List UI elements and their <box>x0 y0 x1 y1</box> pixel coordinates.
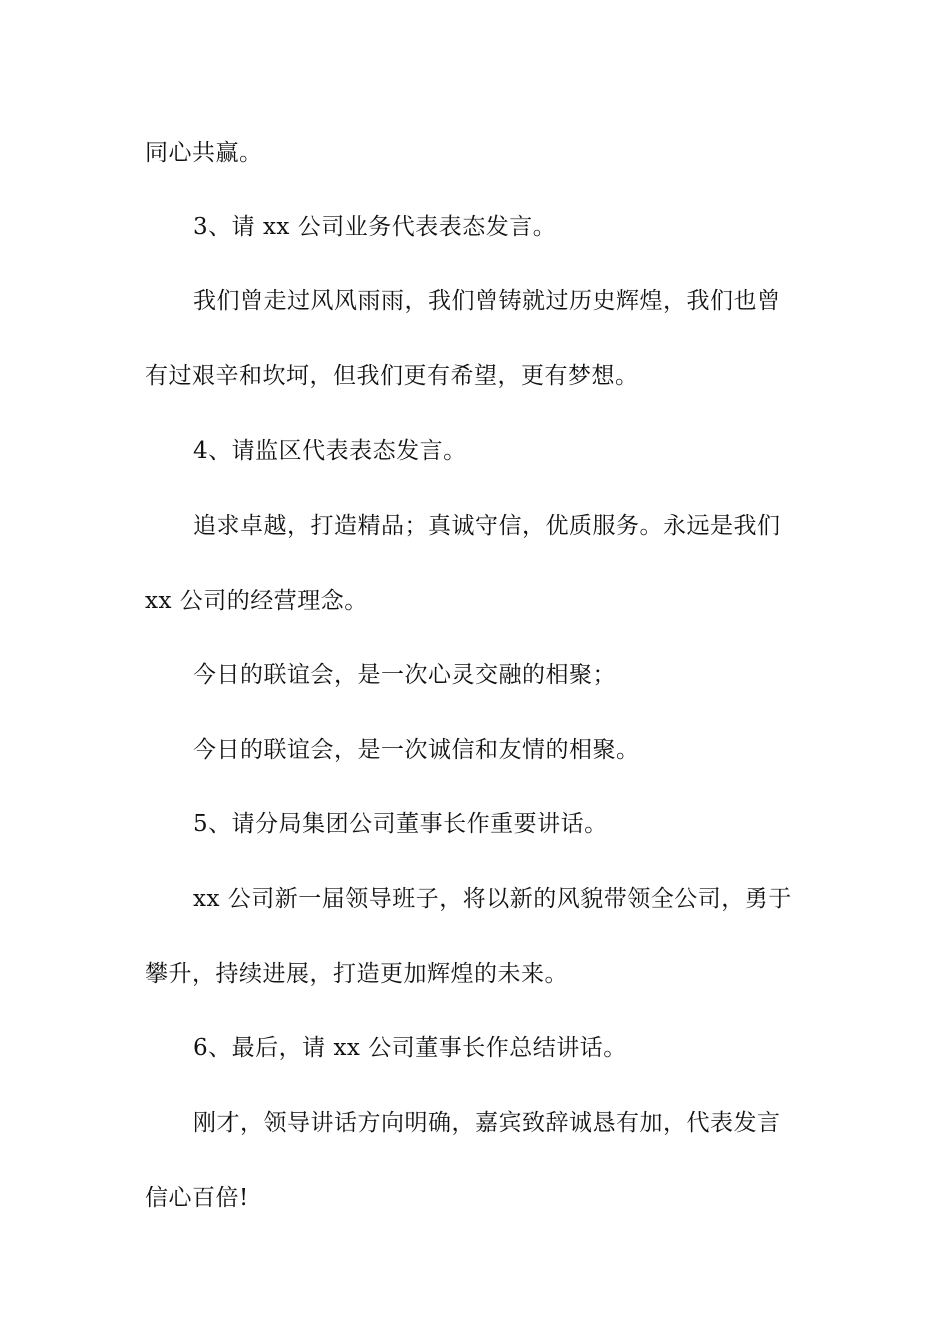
paragraph-line: 信心百倍! <box>145 1185 249 1211</box>
paragraph-line: 今日的联谊会，是一次诚信和友情的相聚。 <box>193 737 640 763</box>
paragraph-line: 我们曾走过风风雨雨，我们曾铸就过历史辉煌，我们也曾 <box>193 288 781 314</box>
agenda-item-6: 6、最后，请 xx 公司董事长作总结讲话。 <box>193 1035 627 1061</box>
paragraph-line: 刚才，领导讲话方向明确，嘉宾致辞诚恳有加，代表发言 <box>193 1110 781 1136</box>
agenda-item-5: 5、请分局集团公司董事长作重要讲话。 <box>193 811 608 837</box>
agenda-item-4: 4、请监区代表表态发言。 <box>193 438 467 464</box>
paragraph-line: xx 公司的经营理念。 <box>145 588 368 614</box>
paragraph-line: 有过艰辛和坎坷，但我们更有希望，更有梦想。 <box>145 363 639 389</box>
paragraph-line: 同心共赢。 <box>145 140 263 166</box>
paragraph-line: xx 公司新一届领导班子，将以新的风貌带领全公司，勇于 <box>193 886 792 912</box>
paragraph-line: 攀升，持续进展，打造更加辉煌的未来。 <box>145 961 568 987</box>
paragraph-line: 今日的联谊会，是一次心灵交融的相聚； <box>193 662 616 688</box>
paragraph-line: 追求卓越，打造精品；真诚守信，优质服务。永远是我们 <box>193 513 781 539</box>
agenda-item-3: 3、请 xx 公司业务代表表态发言。 <box>193 214 557 240</box>
